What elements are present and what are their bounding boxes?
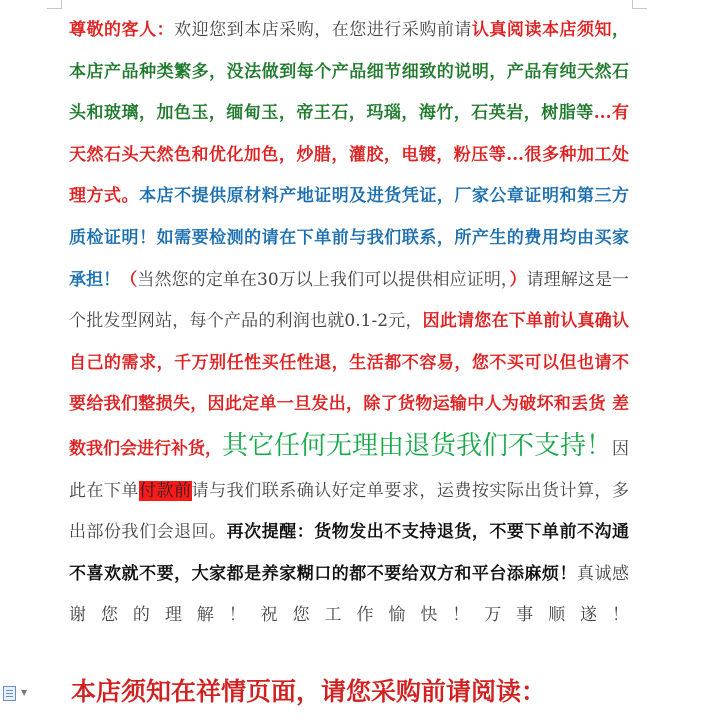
contact-text: 因此在下单	[69, 438, 630, 501]
reminder-text: 再次提醒：货物发出不支持退货，不要下单前不沟通不喜欢就不要，大家都是养家糊口的都不要给双方和平台添麻烦！	[69, 522, 630, 584]
page-corner-top-left	[47, 0, 62, 9]
read-carefully-text: 认真阅读本店	[471, 20, 577, 40]
products-text: ，本店产品种类繁多，没法做到每个产品细节细致的说明，产品有纯天然石头和玻璃，加色玉，缅甸玉，帝王石，玛瑙，海竹，石英岩，树脂等	[69, 20, 630, 124]
document-icon[interactable]	[3, 686, 16, 701]
yuan-text: 元，	[388, 311, 423, 332]
no-return-statement: 其它任何无理由退货我们不支持！	[222, 430, 613, 461]
thanks-text: 真诚感谢您的理解！祝您工作愉快！万事顺遂！	[69, 563, 630, 626]
profit-value: 0.1-2	[344, 311, 389, 332]
wholesale-text: 请理解这是一个批发型网站，每个产品的利润也就	[69, 269, 630, 332]
paren-close: ）	[509, 269, 527, 290]
amount-value: 30	[257, 269, 279, 290]
no-certificate-text: 本店不提供原材料产地证明及进货凭证，厂家公章证明和第三方质检证明！如需要检测的请在下单前与我们联系，所产生的费用均由买家承担！	[69, 186, 630, 290]
notice-word: 须知	[577, 20, 613, 40]
confirm-needs-text: 因此请您在下单前认真确认自己的需求，千万别任性买任性退，生活都不容易，您不买可以但也请不要给我们整损失，因此定单一旦发出，除了货物运输中人为破坏和丢货 差数我们会进行补货，	[69, 311, 630, 459]
dropdown-caret-icon[interactable]: ▼	[21, 688, 28, 697]
certificate-condition-text: 当然您的定单在	[137, 269, 258, 290]
intro-text: 欢迎您到本店采购，在您进行采购前请	[174, 20, 472, 40]
after-payment-highlight: 付款前	[139, 480, 192, 501]
paren-open: （	[120, 269, 138, 290]
page-corner-top-right	[632, 0, 647, 9]
footer-title: 本店须知在祥情页面，请您采购前请阅读：	[71, 677, 547, 706]
processing-text: ...有天然石头天然色和优化加色，炒腊，灌胶，电镀，粉压等...很多种加工处理方式。	[69, 103, 629, 207]
contact-text-2: 请与我们联系确认好定单要求，运费按实际出货计算，多出部份我们会退回。	[69, 480, 630, 543]
greeting: 尊敬的客人：	[69, 20, 175, 40]
store-notice	[69, 10, 629, 637]
notice-paragraph	[69, 10, 629, 637]
certificate-condition-text-2: 万以上我们可以提供相应证明，	[278, 269, 510, 290]
